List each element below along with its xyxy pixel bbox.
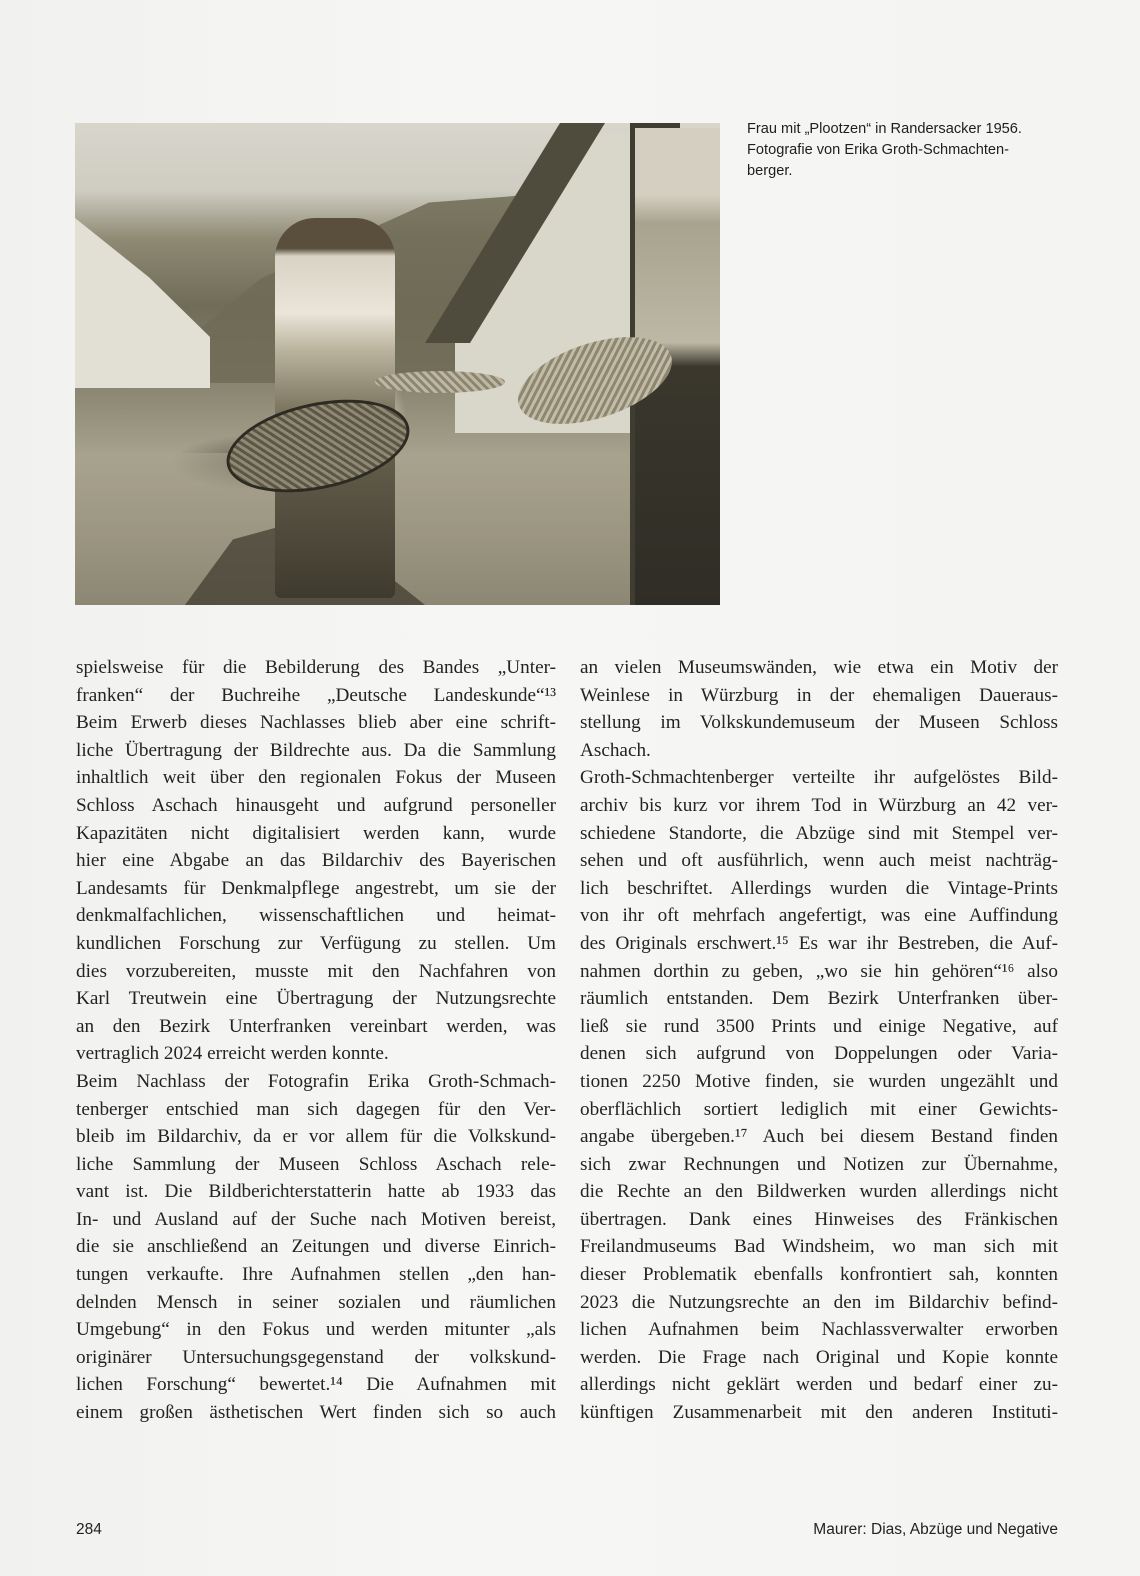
text-line: an den Bezirk Unterfranken vereinbart werden, was bbox=[76, 1015, 556, 1037]
text-line: Umgebung“ in den Fokus und werden mitunter „als bbox=[76, 1319, 556, 1341]
text-line: spielsweise für die Bebilderung des Bandes „Unter- bbox=[76, 657, 556, 678]
text-line: lichen Forschung“ bewertet.¹⁴ Die Aufnahmen mit bbox=[76, 1374, 556, 1396]
caption-line: berger. bbox=[747, 163, 793, 179]
text-line: Karl Treutwein eine Übertragung der Nutzungsrechte bbox=[76, 988, 556, 1010]
figure-caption bbox=[747, 119, 1077, 182]
text-line: künftigen Zusammenarbeit mit den anderen Instituti- bbox=[580, 1402, 1058, 1424]
text-line: des Originals erschwert.¹⁵ Es war ihr Bestreben, die Auf- bbox=[580, 932, 1058, 954]
text-line: originärer Untersuchungsgegenstand der volkskund- bbox=[76, 1346, 556, 1368]
text-line: dies vorzubereiten, musste mit den Nachfahren von bbox=[76, 960, 556, 982]
text-line: kundlichen Forschung zur Verfügung zu stellen. Um bbox=[76, 932, 556, 954]
text-line: Kapazitäten nicht digitalisiert werden kann, wurde bbox=[76, 822, 556, 844]
text-line: Landesamts für Denkmalpflege angestrebt, um sie der bbox=[76, 877, 556, 899]
text-line: Groth-Schmachtenberger verteilte ihr aufgelöstes Bild- bbox=[580, 767, 1058, 789]
body-column-right bbox=[580, 654, 1058, 1427]
text-line: lich beschriftet. Allerdings wurden die Vintage-Prints bbox=[580, 877, 1058, 899]
text-line: werden. Die Frage nach Original und Kopie konnte bbox=[580, 1346, 1058, 1368]
text-line: die Rechte an den Bildwerken wurden allerdings nicht bbox=[580, 1181, 1058, 1203]
text-line: einem großen ästhetischen Wert finden sich so auch bbox=[76, 1402, 556, 1424]
text-line: räumlich entstanden. Dem Bezirk Unterfranken über- bbox=[580, 988, 1058, 1010]
text-line: Schloss Aschach hinausgeht und aufgrund personeller bbox=[76, 794, 556, 816]
text-line: Weinlese in Würzburg in der ehemaligen Daueraus- bbox=[580, 684, 1058, 706]
text-line: vertraglich 2024 erreicht werden konnte. bbox=[76, 1043, 389, 1065]
text-line: von ihr oft mehrfach angefertigt, was eine Auffindung bbox=[580, 905, 1058, 927]
text-line: vant ist. Die Bildberichterstatterin hatte ab 1933 das bbox=[76, 1181, 556, 1203]
text-line: allerdings nicht geklärt werden und bedarf einer zu- bbox=[580, 1374, 1058, 1396]
caption-line: Frau mit „Plootzen“ in Randersacker 1956. bbox=[747, 121, 1022, 137]
text-line: stellung im Volkskundemuseum der Museen Schloss bbox=[580, 712, 1058, 734]
running-head: Maurer: Dias, Abzüge und Negative bbox=[813, 1521, 1058, 1538]
text-line: delnden Mensch in seiner sozialen und räumlichen bbox=[76, 1291, 556, 1313]
text-line: In- und Ausland auf der Suche nach Motiven bereist, bbox=[76, 1208, 556, 1230]
text-line: liche Sammlung der Museen Schloss Aschach rele- bbox=[76, 1153, 556, 1175]
text-line: tionen 2250 Motive finden, sie wurden ungezählt und bbox=[580, 1070, 1058, 1092]
text-line: dieser Problematik ebenfalls konfrontiert sah, konnten bbox=[580, 1264, 1058, 1286]
text-line: tenberger entschied man sich dagegen für den Ver- bbox=[76, 1098, 556, 1120]
text-line: übertragen. Dank eines Hinweises des Fränkischen bbox=[580, 1208, 1058, 1230]
photograph-plootzen bbox=[75, 123, 720, 605]
page-number: 284 bbox=[76, 1521, 102, 1538]
text-line: Freilandmuseums Bad Windsheim, wo man sich mit bbox=[580, 1236, 1058, 1258]
text-line: hier eine Abgabe an das Bildarchiv des Bayerischen bbox=[76, 850, 556, 872]
tray-shape bbox=[375, 371, 505, 393]
body-column-left bbox=[76, 654, 556, 1427]
text-line: lichen Aufnahmen beim Nachlassverwalter erworben bbox=[580, 1319, 1058, 1341]
house-left-shape bbox=[75, 218, 210, 388]
text-line: bleib im Bildarchiv, da er vor allem für die Volkskund- bbox=[76, 1126, 556, 1148]
text-line: die sie anschließend an Zeitungen und diverse Einrich- bbox=[76, 1236, 556, 1258]
text-line: archiv bis kurz vor ihrem Tod in Würzburg an 42 ver- bbox=[580, 794, 1058, 816]
text-line: oberflächlich sortiert lediglich mit einer Gewichts- bbox=[580, 1098, 1058, 1120]
text-line: Beim Nachlass der Fotografin Erika Groth-Schmach- bbox=[76, 1070, 556, 1092]
text-line: denkmalfachlichen, wissenschaftlichen und heimat- bbox=[76, 905, 556, 927]
text-line: tungen verkaufte. Ihre Aufnahmen stellen „den han- bbox=[76, 1264, 556, 1286]
caption-line: Fotografie von Erika Groth-Schmachten- bbox=[747, 142, 1009, 158]
text-line: 2023 die Nutzungsrechte an den im Bildarchiv befind- bbox=[580, 1291, 1058, 1313]
text-line: sich zwar Rechnungen und Notizen zur Übernahme, bbox=[580, 1153, 1058, 1175]
text-line: ließ sie rund 3500 Prints und einige Negative, auf bbox=[580, 1015, 1058, 1037]
text-line: inhaltlich weit über den regionalen Fokus der Museen bbox=[76, 767, 556, 789]
text-line: liche Übertragung der Bildrechte aus. Da die Sammlung bbox=[76, 739, 556, 761]
text-line: angabe übergeben.¹⁷ Auch bei diesem Bestand finden bbox=[580, 1126, 1058, 1148]
road-shape bbox=[75, 453, 720, 605]
text-line: Aschach. bbox=[580, 739, 651, 761]
text-line: sehen und oft ausführlich, wenn auch meist nachträg- bbox=[580, 850, 1058, 872]
text-line: denen sich aufgrund von Doppelungen oder Varia- bbox=[580, 1043, 1058, 1065]
text-line: schiedene Standorte, die Abzüge sind mit Stempel ver- bbox=[580, 822, 1058, 844]
text-line: an vielen Museumswänden, wie etwa ein Motiv der bbox=[580, 657, 1058, 678]
text-line: franken“ der Buchreihe „Deutsche Landeskunde“¹³ bbox=[76, 684, 556, 706]
text-line: Beim Erwerb dieses Nachlasses blieb aber eine schrift- bbox=[76, 712, 556, 734]
text-line: nahmen dorthin zu geben, „wo sie hin gehören“¹⁶ also bbox=[580, 960, 1058, 982]
